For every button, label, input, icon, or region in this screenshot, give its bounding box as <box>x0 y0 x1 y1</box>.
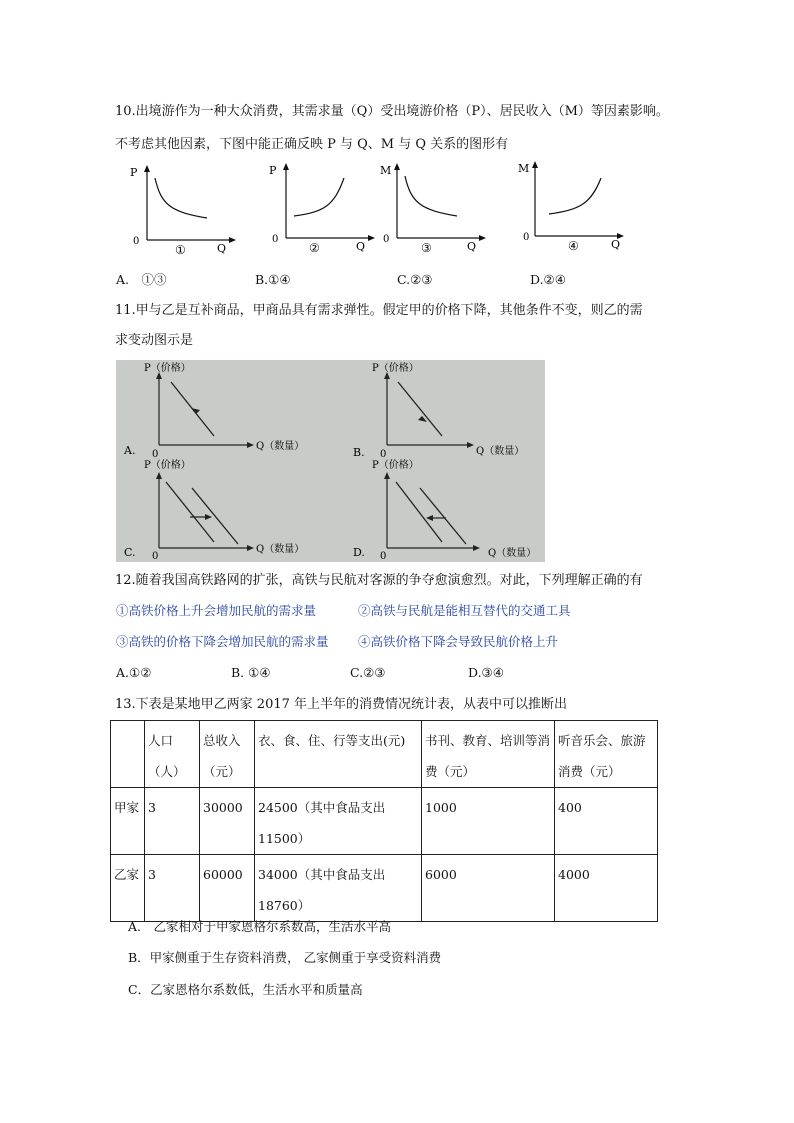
table-cell: 6000 <box>422 855 555 922</box>
table-header-row <box>111 721 658 788</box>
q11-diagram <box>116 360 545 562</box>
table-cell: 30000 <box>200 788 255 855</box>
table-header-cell: 书刊、教育、培训等消费（元） <box>422 721 555 788</box>
q13-line1: 13.下表是某地甲乙两家 2017 年上半年的消费情况统计表，从表中可以推断出 <box>115 697 568 712</box>
q13-answer-c: C．乙家恩格尔系数低，生活水平和质量高 <box>128 982 363 997</box>
q11-a-ylabel: P（价格） <box>144 363 191 374</box>
table-cell: 400 <box>555 788 658 855</box>
q10-graph-3-xlabel: Q <box>467 240 477 253</box>
q10-graph-1-caption: ① <box>175 243 186 257</box>
q12-option-a: A.①② <box>116 665 152 680</box>
table-header-cell: 衣、食、住、行等支出(元) <box>255 721 422 788</box>
q10-graph-4-origin: 0 <box>523 232 530 243</box>
q10-option-c: C.②③ <box>397 272 433 287</box>
q13-answer-a: A. 乙家相对于甲家恩格尔系数高，生活水平高 <box>128 919 392 934</box>
q11-d-origin: 0 <box>380 551 387 562</box>
q10-graph-1-ylabel: P <box>130 166 138 179</box>
q12-option-b: B. ①④ <box>231 665 271 680</box>
q11-d-ylabel: P（价格） <box>372 460 419 471</box>
q10-graph-1 <box>125 160 245 260</box>
q11-a-letter: A. <box>124 444 136 457</box>
q11-a-xlabel: Q（数量） <box>256 441 305 452</box>
q12-statement-2: ②高铁与民航是能相互替代的交通工具 <box>358 603 571 618</box>
q12-statement-3: ③高铁的价格下降会增加民航的需求量 <box>116 634 329 649</box>
q10-graph-2-xlabel: Q <box>356 240 366 253</box>
table-header-cell: 人口（人） <box>145 721 200 788</box>
q10-graph-3-origin: 0 <box>383 234 390 245</box>
q11-c-origin: 0 <box>152 551 159 562</box>
table-row <box>111 788 658 855</box>
q12-option-d: D.③④ <box>468 665 504 680</box>
q10-graph-3 <box>375 158 495 258</box>
q10-line1: 10.出境游作为一种大众消费，其需求量（Q）受出境游价格（P）、居民收入（M）等因素影响。 <box>115 104 669 119</box>
q10-option-a: A. ①③ <box>116 272 167 287</box>
q10-line2: 不考虑其他因素，下图中能正确反映 P 与 Q、M 与 Q 关系的图形有 <box>115 137 509 152</box>
table-cell: 1000 <box>422 788 555 855</box>
table-cell: 24500（其中食品支出11500） <box>255 788 422 855</box>
q12-statement-4: ④高铁价格下降会导致民航价格上升 <box>358 634 559 649</box>
table-cell: 3 <box>145 855 200 922</box>
q11-b-origin: 0 <box>380 449 387 460</box>
q10-graph-2-origin: 0 <box>272 234 279 245</box>
q10-graph-2-caption: ② <box>309 241 320 255</box>
q10-option-d: D.②④ <box>530 272 566 287</box>
q12-statement-1: ①高铁价格上升会增加民航的需求量 <box>116 603 317 618</box>
q10-graph-3-ylabel: M <box>380 164 392 177</box>
q11-b-letter: B. <box>353 446 365 459</box>
q13-answer-b: B．甲家侧重于生存资料消费， 乙家侧重于享受资料消费 <box>128 950 442 965</box>
q10-graph-1-origin: 0 <box>133 236 140 247</box>
q10-graph-4-xlabel: Q <box>611 238 621 251</box>
table-cell: 34000（其中食品支出18760） <box>255 855 422 922</box>
q11-d-xlabel: Q（数量） <box>488 548 537 559</box>
q10-graph-4-caption: ④ <box>568 239 579 253</box>
table-row <box>111 855 658 922</box>
q12-line1: 12.随着我国高铁路网的扩张，高铁与民航对客源的争夺愈演愈烈。对此，下列理解正确的有 <box>115 573 643 588</box>
q10-graph-3-caption: ③ <box>421 241 432 255</box>
table-cell: 60000 <box>200 855 255 922</box>
q10-graph-4 <box>513 156 633 256</box>
q10-graph-2-ylabel: P <box>269 164 277 177</box>
q10-graph-1-xlabel: Q <box>217 242 227 255</box>
q11-a-origin: 0 <box>152 449 159 460</box>
q10-graph-2 <box>264 158 384 258</box>
q11-c-ylabel: P（价格） <box>144 460 191 471</box>
q11-b-xlabel: Q（数量） <box>476 446 525 457</box>
consumption-table <box>110 720 658 922</box>
table-header-cell: 听音乐会、旅游消费（元） <box>555 721 658 788</box>
table-cell: 甲家 <box>111 788 145 855</box>
q11-line1: 11.甲与乙是互补商品，甲商品具有需求弹性。假定甲的价格下降，其他条件不变，则乙的需 <box>115 303 643 318</box>
q10-graph-4-ylabel: M <box>518 162 530 175</box>
q12-option-c: C.②③ <box>350 665 386 680</box>
table-header-cell: 总收入（元） <box>200 721 255 788</box>
table-header-cell <box>111 721 145 788</box>
q11-b-ylabel: P（价格） <box>372 363 419 374</box>
q11-c-xlabel: Q（数量） <box>256 544 305 555</box>
q10-option-b: B.①④ <box>255 272 291 287</box>
q11-line2: 求变动图示是 <box>115 333 194 348</box>
table-cell: 3 <box>145 788 200 855</box>
q11-photo <box>116 360 545 562</box>
q11-d-letter: D. <box>353 546 365 559</box>
table-cell: 乙家 <box>111 855 145 922</box>
table-cell: 4000 <box>555 855 658 922</box>
q11-c-letter: C. <box>124 546 136 559</box>
